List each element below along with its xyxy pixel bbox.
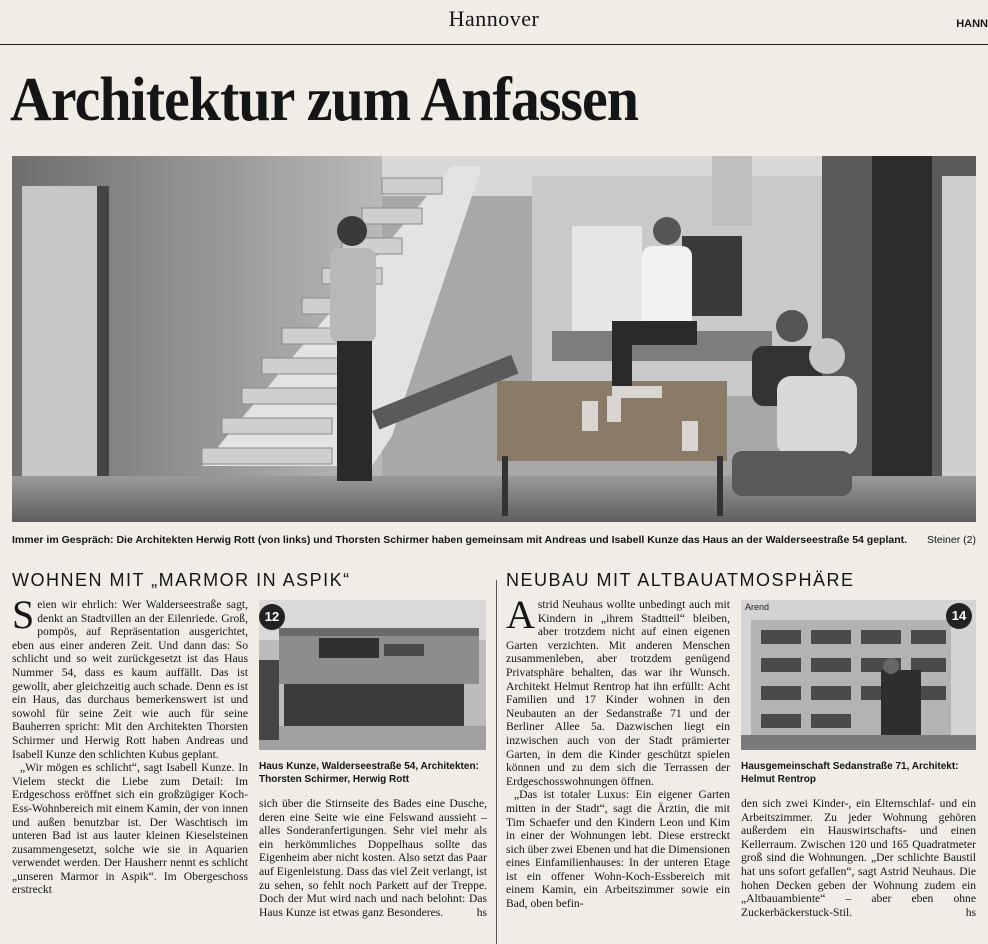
article2-paragraph2: „Das ist totaler Luxus: Ein eigener Garten mitten in der Stadt“, sagt die Ärztin, die mit Tim Schaefer und den Kindern Leon und Kim in einer der Wohnungen lebt. Diese erstreckt sich über zwei Ebenen und hat die Dimensionen eines Einfamilienhauses: In der unteren Etage ist ein offener Wohn-Koch-Essbereich mit einem Kamin, ein Arbeitszimmer sowie ein Bad, oben befin- <box>506 788 730 911</box>
main-photo <box>12 156 976 522</box>
article2-image-label: Arend <box>745 602 770 612</box>
article2-dropcap: A <box>506 592 535 637</box>
article2-column2 <box>741 797 976 919</box>
section-code: HANN <box>956 18 988 30</box>
sedanstrasse-building-illustration <box>741 600 976 750</box>
article1-column2 <box>259 797 487 919</box>
article1-author-sign: hs <box>476 905 487 919</box>
article1-title: WOHNEN MIT „MARMOR IN ASPIK“ <box>12 570 351 590</box>
article2-image <box>741 600 976 750</box>
photo-caption: Immer im Gespräch: Die Architekten Herwig Rott (von links) und Thorsten Schirmer haben gemeinsam mit Andreas und Isabell Kunze das Haus an der Walderseestraße 54 geplant. <box>12 534 908 546</box>
article1-paragraph1: eien wir ehrlich: Wer Walderseestraße sagt, denkt an Stadtvillen an der Eilenriede. Groß, pompös, auf Repräsentation ausgerichtet, eben aus einer anderen Zeit. Und dann das: So schlicht und so weit zurückgesetzt ist das Haus Nummer 54, dass es kaum auffällt. Das ist gewollt, aber gleichzeitig auch schade. Denn es ist ein Haus, das durchaus bemerkenswert ist und sowohl für seine Zeit wie auch für seine Bauherren spricht: Mit den Architekten Thorsten Schirmer und Herwig Rott haben Andreas und Isabell Kunze den schlichten Kubus geplant. <box>12 598 248 761</box>
interior-illustration <box>12 156 976 522</box>
article2-paragraph3: den sich zwei Kinder-, ein Elternschlaf- und ein Arbeitszimmer. Zu jeder Wohnung gehören außerdem ein Hauswirtschafts- und einen Kellerraum. Zwischen 120 und 165 Quadratmeter groß sind die Wohnungen. „Der schlichte Baustil hat uns sofort gefallen“, sagt Astrid Neuhaus. Die hohen Decken geben der Wohnung zudem ein „Altbauambiente“ – aber eben ohne Zuckerbäckerstuck-Stil. <box>741 797 976 919</box>
article1-image-number: 12 <box>259 604 285 630</box>
article1-image <box>259 600 486 750</box>
section-title: Hannover <box>448 6 540 31</box>
article1-dropcap: S <box>12 592 35 637</box>
house-kunze-illustration <box>259 600 486 750</box>
article1-image-caption: Haus Kunze, Walderseestraße 54, Architekten: Thorsten Schirmer, Herwig Rott <box>259 761 479 785</box>
article1-paragraph3: sich über die Stirnseite des Bades eine Dusche, deren eine Seite wie eine Felswand aussieht – alles Sonderanfertigungen. Sehr viel mehr als ein herkömmliches Doppelhaus sollte das Eigenheim aber nicht kosten. Also setzt das Paar auf Eigenleistung. Dass das viel Zeit verlangt, ist zu sehen, so fehlt noch Parkett auf der Treppe. Doch der Mut wird nach und nach belohnt: Das Haus Kunze ist etwas ganz Besonderes. <box>259 797 487 919</box>
article2-paragraph1: strid Neuhaus wollte unbedingt auch mit Kindern in „ihrem Stadtteil“ bleiben, aber trotzdem nicht auf einen eigenen Garten verzichten. Mit anderen Menschen zusammenleben, aber trotzdem genügend Privatsphäre behalten, das war ihr Wunsch. Architekt Helmut Rentrop hat ihn erfüllt: Acht Familien und 17 Kinder wohnen in den Neubauten an der Sedanstraße 71 und der Berliner Allee 5a. Dazwischen liegt ein inzwischen auch von der Stadt prämierter Garten, in dem die Kinder geschützt spielen können und zu dem sich die Terrassen der Erdgeschosswohnungen öffnen. <box>506 598 730 788</box>
article1-column1 <box>12 592 248 897</box>
article2-author-sign: hs <box>965 905 976 919</box>
headline: Architektur zum Anfassen <box>10 63 638 134</box>
article2-image-number: 14 <box>946 603 972 629</box>
article2-title: NEUBAU MIT ALTBAUATMOSPHÄRE <box>506 570 855 590</box>
article1-paragraph2: „Wir mögen es schlicht“, sagt Isabell Kunze. In Vielem steckt die Liebe zum Detail: Im Erdgeschoss eröffnet sich ein großzügiger Koch-Ess-Wohnbereich mit einem Kamin, der von innen und außen benutzbar ist. Der Waschtisch im unteren Bad ist aus lauter kleinen Kieselsteinen zusammengesetzt, solche wie sie in Aquarien verwendet werden. Der Hausherr nennt es schlicht „unseren Marmor in Aspik“. Im Obergeschoss erstreckt <box>12 761 248 897</box>
article2-column1 <box>506 592 730 911</box>
column-divider <box>496 580 497 944</box>
photo-credit: Steiner (2) <box>926 534 976 546</box>
article2-image-caption: Hausgemeinschaft Sedanstraße 71, Architekt: Helmut Rentrop <box>741 761 959 785</box>
